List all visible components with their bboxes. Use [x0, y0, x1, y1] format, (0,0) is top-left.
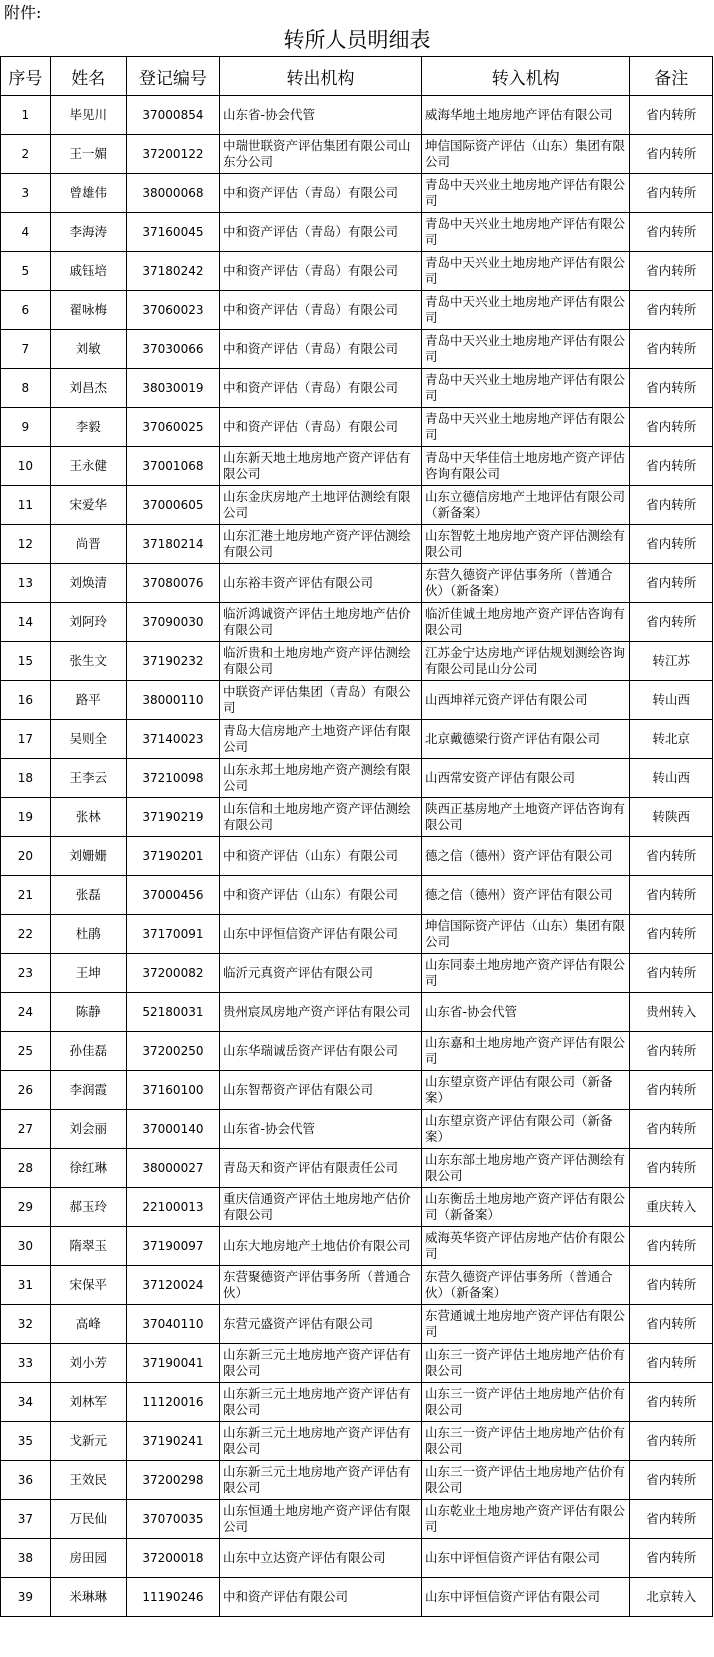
cell-seq: 32: [1, 1305, 51, 1344]
cell-reg-no: 37070035: [126, 1500, 219, 1539]
cell-from-org: 中瑞世联资产评估集团有限公司山东分公司: [219, 135, 421, 174]
cell-reg-no: 37200250: [126, 1032, 219, 1071]
cell-reg-no: 37080076: [126, 564, 219, 603]
cell-to-org: 坤信国际资产评估（山东）集团有限公司: [422, 135, 630, 174]
cell-reg-no: 37000456: [126, 876, 219, 915]
cell-remark: 省内转所: [630, 1422, 713, 1461]
cell-remark: 转江苏: [630, 642, 713, 681]
cell-from-org: 山东智帮资产评估有限公司: [219, 1071, 421, 1110]
transfer-table: [0, 56, 713, 1617]
cell-seq: 13: [1, 564, 51, 603]
cell-remark: 省内转所: [630, 135, 713, 174]
cell-to-org: 东营久德资产评估事务所（普通合伙）（新备案）: [422, 564, 630, 603]
cell-from-org: 山东新三元土地房地产资产评估有限公司: [219, 1461, 421, 1500]
table-row: [1, 525, 713, 564]
cell-from-org: 山东省-协会代管: [219, 96, 421, 135]
cell-name: 李毅: [50, 408, 126, 447]
cell-seq: 21: [1, 876, 51, 915]
cell-seq: 22: [1, 915, 51, 954]
cell-to-org: 山东望京资产评估有限公司（新备案）: [422, 1110, 630, 1149]
table-row: [1, 447, 713, 486]
cell-to-org: 山东省-协会代管: [422, 993, 630, 1032]
cell-name: 刘姗姗: [50, 837, 126, 876]
table-row: [1, 759, 713, 798]
table-row: [1, 174, 713, 213]
cell-remark: 省内转所: [630, 564, 713, 603]
table-row: [1, 96, 713, 135]
cell-seq: 31: [1, 1266, 51, 1305]
cell-name: 戚钰培: [50, 252, 126, 291]
cell-reg-no: 37000854: [126, 96, 219, 135]
cell-name: 隋翠玉: [50, 1227, 126, 1266]
cell-from-org: 重庆信通资产评估土地房地产估价有限公司: [219, 1188, 421, 1227]
cell-remark: 省内转所: [630, 1461, 713, 1500]
table-row: [1, 1227, 713, 1266]
cell-from-org: 中和资产评估（青岛）有限公司: [219, 369, 421, 408]
cell-seq: 18: [1, 759, 51, 798]
cell-remark: 省内转所: [630, 1500, 713, 1539]
cell-remark: 省内转所: [630, 96, 713, 135]
cell-name: 戈新元: [50, 1422, 126, 1461]
cell-reg-no: 37170091: [126, 915, 219, 954]
table-row: [1, 1071, 713, 1110]
cell-from-org: 山东信和土地房地产资产评估测绘有限公司: [219, 798, 421, 837]
cell-seq: 23: [1, 954, 51, 993]
table-row: [1, 720, 713, 759]
cell-to-org: 青岛中天华佳信土地房地产资产评估咨询有限公司: [422, 447, 630, 486]
cell-reg-no: 37000140: [126, 1110, 219, 1149]
table-header-row: [1, 57, 713, 96]
cell-from-org: 中和资产评估（青岛）有限公司: [219, 330, 421, 369]
cell-name: 张生文: [50, 642, 126, 681]
cell-name: 李海涛: [50, 213, 126, 252]
cell-remark: 省内转所: [630, 330, 713, 369]
cell-reg-no: 37180242: [126, 252, 219, 291]
cell-reg-no: 37060025: [126, 408, 219, 447]
page-title: 转所人员明细表: [283, 28, 431, 52]
cell-to-org: 山东嘉和土地房地产资产评估有限公司: [422, 1032, 630, 1071]
cell-name: 尚晋: [50, 525, 126, 564]
table-row: [1, 369, 713, 408]
cell-reg-no: 37190241: [126, 1422, 219, 1461]
table-row: [1, 642, 713, 681]
cell-from-org: 青岛天和资产评估有限责任公司: [219, 1149, 421, 1188]
cell-reg-no: 37190219: [126, 798, 219, 837]
cell-remark: 省内转所: [630, 876, 713, 915]
cell-name: 毕见川: [50, 96, 126, 135]
cell-seq: 38: [1, 1539, 51, 1578]
cell-seq: 9: [1, 408, 51, 447]
cell-name: 高峰: [50, 1305, 126, 1344]
cell-to-org: 山东望京资产评估有限公司（新备案）: [422, 1071, 630, 1110]
cell-reg-no: 38030019: [126, 369, 219, 408]
cell-name: 宋爱华: [50, 486, 126, 525]
cell-reg-no: 37190097: [126, 1227, 219, 1266]
cell-name: 杜鹃: [50, 915, 126, 954]
cell-remark: 省内转所: [630, 486, 713, 525]
table-row: [1, 1032, 713, 1071]
cell-seq: 7: [1, 330, 51, 369]
cell-remark: 省内转所: [630, 252, 713, 291]
cell-to-org: 青岛中天兴业土地房地产评估有限公司: [422, 408, 630, 447]
cell-name: 张磊: [50, 876, 126, 915]
cell-remark: 转山西: [630, 681, 713, 720]
cell-name: 张林: [50, 798, 126, 837]
cell-reg-no: 37190041: [126, 1344, 219, 1383]
cell-to-org: 山东三一资产评估土地房地产估价有限公司: [422, 1344, 630, 1383]
cell-from-org: 青岛大信房地产土地资产评估有限公司: [219, 720, 421, 759]
cell-to-org: 山东乾业土地房地产资产评估有限公司: [422, 1500, 630, 1539]
header-to-org: 转入机构: [422, 57, 630, 96]
cell-reg-no: 37200122: [126, 135, 219, 174]
table-row: [1, 837, 713, 876]
cell-seq: 28: [1, 1149, 51, 1188]
cell-remark: 贵州转入: [630, 993, 713, 1032]
table-row: [1, 798, 713, 837]
cell-remark: 省内转所: [630, 1344, 713, 1383]
table-row: [1, 1188, 713, 1227]
cell-remark: 省内转所: [630, 213, 713, 252]
cell-from-org: 山东中立达资产评估有限公司: [219, 1539, 421, 1578]
cell-from-org: 山东中评恒信资产评估有限公司: [219, 915, 421, 954]
table-row: [1, 876, 713, 915]
table-row: [1, 603, 713, 642]
cell-seq: 34: [1, 1383, 51, 1422]
table-row: [1, 1383, 713, 1422]
cell-to-org: 威海英华资产评估房地产估价有限公司: [422, 1227, 630, 1266]
cell-from-org: 山东省-协会代管: [219, 1110, 421, 1149]
cell-reg-no: 37140023: [126, 720, 219, 759]
cell-seq: 15: [1, 642, 51, 681]
cell-remark: 转山西: [630, 759, 713, 798]
cell-reg-no: 37090030: [126, 603, 219, 642]
cell-seq: 36: [1, 1461, 51, 1500]
cell-to-org: 青岛中天兴业土地房地产评估有限公司: [422, 174, 630, 213]
cell-reg-no: 52180031: [126, 993, 219, 1032]
cell-reg-no: 37001068: [126, 447, 219, 486]
cell-from-org: 山东汇港土地房地产资产评估测绘有限公司: [219, 525, 421, 564]
cell-to-org: 山东衡岳土地房地产资产评估有限公司（新备案）: [422, 1188, 630, 1227]
cell-name: 吴则全: [50, 720, 126, 759]
table-row: [1, 681, 713, 720]
cell-reg-no: 37200082: [126, 954, 219, 993]
table-row: [1, 1500, 713, 1539]
cell-from-org: 山东新天地土地房地产资产评估有限公司: [219, 447, 421, 486]
cell-seq: 33: [1, 1344, 51, 1383]
cell-seq: 4: [1, 213, 51, 252]
cell-to-org: 东营久德资产评估事务所（普通合伙）（新备案）: [422, 1266, 630, 1305]
cell-from-org: 中和资产评估有限公司: [219, 1578, 421, 1617]
cell-from-org: 中和资产评估（青岛）有限公司: [219, 213, 421, 252]
cell-from-org: 东营元盛资产评估有限公司: [219, 1305, 421, 1344]
cell-seq: 12: [1, 525, 51, 564]
cell-reg-no: 37210098: [126, 759, 219, 798]
cell-from-org: 贵州宸凤房地产资产评估有限公司: [219, 993, 421, 1032]
cell-seq: 37: [1, 1500, 51, 1539]
cell-reg-no: 38000068: [126, 174, 219, 213]
cell-to-org: 北京戴德梁行资产评估有限公司: [422, 720, 630, 759]
table-row: [1, 1344, 713, 1383]
cell-name: 刘敏: [50, 330, 126, 369]
cell-from-org: 中和资产评估（青岛）有限公司: [219, 291, 421, 330]
cell-remark: 省内转所: [630, 369, 713, 408]
cell-reg-no: 22100013: [126, 1188, 219, 1227]
cell-to-org: 青岛中天兴业土地房地产评估有限公司: [422, 369, 630, 408]
cell-remark: 省内转所: [630, 291, 713, 330]
cell-to-org: 陕西正基房地产土地资产评估咨询有限公司: [422, 798, 630, 837]
cell-to-org: 青岛中天兴业土地房地产评估有限公司: [422, 330, 630, 369]
cell-from-org: 山东新三元土地房地产资产评估有限公司: [219, 1344, 421, 1383]
cell-from-org: 东营聚德资产评估事务所（普通合伙）: [219, 1266, 421, 1305]
cell-name: 王效民: [50, 1461, 126, 1500]
table-row: [1, 1539, 713, 1578]
cell-to-org: 山东智乾土地房地产资产评估测绘有限公司: [422, 525, 630, 564]
cell-to-org: 青岛中天兴业土地房地产评估有限公司: [422, 213, 630, 252]
cell-from-org: 中和资产评估（青岛）有限公司: [219, 252, 421, 291]
cell-remark: 省内转所: [630, 915, 713, 954]
cell-seq: 10: [1, 447, 51, 486]
cell-to-org: 山东三一资产评估土地房地产估价有限公司: [422, 1422, 630, 1461]
cell-reg-no: 37040110: [126, 1305, 219, 1344]
cell-name: 刘会丽: [50, 1110, 126, 1149]
cell-seq: 24: [1, 993, 51, 1032]
cell-reg-no: 37200298: [126, 1461, 219, 1500]
table-row: [1, 135, 713, 174]
cell-from-org: 山东恒通土地房地产资产评估有限公司: [219, 1500, 421, 1539]
cell-seq: 3: [1, 174, 51, 213]
table-row: [1, 1266, 713, 1305]
cell-from-org: 临沂鸿诚资产评估土地房地产估价有限公司: [219, 603, 421, 642]
cell-reg-no: 11190246: [126, 1578, 219, 1617]
cell-name: 刘阿玲: [50, 603, 126, 642]
cell-reg-no: 37030066: [126, 330, 219, 369]
cell-from-org: 山东裕丰资产评估有限公司: [219, 564, 421, 603]
cell-to-org: 山西坤祥元资产评估有限公司: [422, 681, 630, 720]
cell-name: 刘焕清: [50, 564, 126, 603]
cell-from-org: 临沂贵和土地房地产资产评估测绘有限公司: [219, 642, 421, 681]
cell-remark: 省内转所: [630, 1071, 713, 1110]
cell-name: 王一媚: [50, 135, 126, 174]
cell-remark: 省内转所: [630, 1227, 713, 1266]
cell-name: 刘小芳: [50, 1344, 126, 1383]
cell-from-org: 临沂元真资产评估有限公司: [219, 954, 421, 993]
cell-from-org: 山东金庆房地产土地评估测绘有限公司: [219, 486, 421, 525]
cell-reg-no: 37160100: [126, 1071, 219, 1110]
table-row: [1, 408, 713, 447]
cell-to-org: 临沂佳诚土地房地产资产评估咨询有限公司: [422, 603, 630, 642]
table-row: [1, 1461, 713, 1500]
table-row: [1, 1578, 713, 1617]
cell-name: 徐红琳: [50, 1149, 126, 1188]
cell-remark: 省内转所: [630, 837, 713, 876]
cell-remark: 省内转所: [630, 1383, 713, 1422]
cell-remark: 省内转所: [630, 954, 713, 993]
cell-seq: 30: [1, 1227, 51, 1266]
cell-to-org: 山东中评恒信资产评估有限公司: [422, 1539, 630, 1578]
cell-reg-no: 37160045: [126, 213, 219, 252]
table-row: [1, 1149, 713, 1188]
cell-from-org: 山东永邦土地房地产资产测绘有限公司: [219, 759, 421, 798]
cell-remark: 省内转所: [630, 525, 713, 564]
table-row: [1, 915, 713, 954]
header-from-org: 转出机构: [219, 57, 421, 96]
cell-name: 米琳琳: [50, 1578, 126, 1617]
cell-seq: 35: [1, 1422, 51, 1461]
cell-seq: 29: [1, 1188, 51, 1227]
cell-remark: 省内转所: [630, 1539, 713, 1578]
cell-remark: 省内转所: [630, 1266, 713, 1305]
cell-from-org: 山东大地房地产土地估价有限公司: [219, 1227, 421, 1266]
cell-to-org: 山东同泰土地房地产资产评估有限公司: [422, 954, 630, 993]
table-row: [1, 213, 713, 252]
cell-seq: 17: [1, 720, 51, 759]
cell-to-org: 威海华地土地房地产评估有限公司: [422, 96, 630, 135]
cell-name: 曾雄伟: [50, 174, 126, 213]
cell-to-org: 山东立德信房地产土地评估有限公司（新备案）: [422, 486, 630, 525]
cell-from-org: 中和资产评估（青岛）有限公司: [219, 408, 421, 447]
cell-from-org: 中联资产评估集团（青岛）有限公司: [219, 681, 421, 720]
cell-seq: 2: [1, 135, 51, 174]
cell-reg-no: 38000027: [126, 1149, 219, 1188]
cell-remark: 省内转所: [630, 1032, 713, 1071]
cell-name: 孙佳磊: [50, 1032, 126, 1071]
cell-remark: 转陕西: [630, 798, 713, 837]
header-remark: 备注: [630, 57, 713, 96]
cell-reg-no: 37190232: [126, 642, 219, 681]
cell-seq: 20: [1, 837, 51, 876]
cell-name: 王李云: [50, 759, 126, 798]
cell-remark: 省内转所: [630, 1305, 713, 1344]
header-seq: 序号: [1, 57, 51, 96]
cell-name: 宋保平: [50, 1266, 126, 1305]
table-row: [1, 993, 713, 1032]
cell-reg-no: 37120024: [126, 1266, 219, 1305]
table-row: [1, 486, 713, 525]
cell-seq: 39: [1, 1578, 51, 1617]
cell-seq: 27: [1, 1110, 51, 1149]
cell-remark: 省内转所: [630, 408, 713, 447]
cell-name: 王永健: [50, 447, 126, 486]
cell-seq: 11: [1, 486, 51, 525]
cell-seq: 19: [1, 798, 51, 837]
table-row: [1, 1110, 713, 1149]
cell-from-org: 中和资产评估（山东）有限公司: [219, 876, 421, 915]
cell-remark: 转北京: [630, 720, 713, 759]
cell-seq: 1: [1, 96, 51, 135]
cell-name: 郝玉玲: [50, 1188, 126, 1227]
table-body: [1, 96, 713, 1617]
cell-remark: 省内转所: [630, 1110, 713, 1149]
cell-reg-no: 11120016: [126, 1383, 219, 1422]
cell-to-org: 青岛中天兴业土地房地产评估有限公司: [422, 252, 630, 291]
cell-to-org: 坤信国际资产评估（山东）集团有限公司: [422, 915, 630, 954]
cell-seq: 5: [1, 252, 51, 291]
cell-name: 万民仙: [50, 1500, 126, 1539]
cell-reg-no: 37000605: [126, 486, 219, 525]
table-row: [1, 954, 713, 993]
cell-reg-no: 37200018: [126, 1539, 219, 1578]
header-name: 姓名: [50, 57, 126, 96]
cell-to-org: 山西常安资产评估有限公司: [422, 759, 630, 798]
table-row: [1, 1305, 713, 1344]
cell-name: 王坤: [50, 954, 126, 993]
cell-name: 房田园: [50, 1539, 126, 1578]
table-row: [1, 564, 713, 603]
header-reg-no: 登记编号: [126, 57, 219, 96]
cell-from-org: 山东新三元土地房地产资产评估有限公司: [219, 1422, 421, 1461]
cell-to-org: 山东三一资产评估土地房地产估价有限公司: [422, 1383, 630, 1422]
cell-remark: 北京转入: [630, 1578, 713, 1617]
cell-seq: 6: [1, 291, 51, 330]
cell-seq: 8: [1, 369, 51, 408]
cell-remark: 重庆转入: [630, 1188, 713, 1227]
table-row: [1, 252, 713, 291]
cell-to-org: 德之信（德州）资产评估有限公司: [422, 837, 630, 876]
table-row: [1, 330, 713, 369]
cell-seq: 14: [1, 603, 51, 642]
cell-name: 翟咏梅: [50, 291, 126, 330]
cell-from-org: 中和资产评估（青岛）有限公司: [219, 174, 421, 213]
cell-to-org: 山东中评恒信资产评估有限公司: [422, 1578, 630, 1617]
attachment-label: 附件:: [4, 3, 42, 22]
cell-from-org: 中和资产评估（山东）有限公司: [219, 837, 421, 876]
cell-name: 陈静: [50, 993, 126, 1032]
table-row: [1, 1422, 713, 1461]
cell-reg-no: 37180214: [126, 525, 219, 564]
cell-to-org: 东营通诚土地房地产资产评估有限公司: [422, 1305, 630, 1344]
cell-reg-no: 37060023: [126, 291, 219, 330]
cell-name: 刘林军: [50, 1383, 126, 1422]
cell-seq: 25: [1, 1032, 51, 1071]
cell-seq: 16: [1, 681, 51, 720]
cell-to-org: 德之信（德州）资产评估有限公司: [422, 876, 630, 915]
cell-to-org: 青岛中天兴业土地房地产评估有限公司: [422, 291, 630, 330]
cell-to-org: 江苏金宁达房地产评估规划测绘咨询有限公司昆山分公司: [422, 642, 630, 681]
cell-name: 李润霞: [50, 1071, 126, 1110]
cell-name: 刘昌杰: [50, 369, 126, 408]
cell-reg-no: 37190201: [126, 837, 219, 876]
table-row: [1, 291, 713, 330]
cell-to-org: 山东三一资产评估土地房地产估价有限公司: [422, 1461, 630, 1500]
cell-from-org: 山东华瑞诚岳资产评估有限公司: [219, 1032, 421, 1071]
cell-remark: 省内转所: [630, 174, 713, 213]
cell-from-org: 山东新三元土地房地产资产评估有限公司: [219, 1383, 421, 1422]
cell-remark: 省内转所: [630, 447, 713, 486]
cell-reg-no: 38000110: [126, 681, 219, 720]
cell-to-org: 山东东部土地房地产资产评估测绘有限公司: [422, 1149, 630, 1188]
cell-name: 路平: [50, 681, 126, 720]
cell-seq: 26: [1, 1071, 51, 1110]
cell-remark: 省内转所: [630, 603, 713, 642]
cell-remark: 省内转所: [630, 1149, 713, 1188]
